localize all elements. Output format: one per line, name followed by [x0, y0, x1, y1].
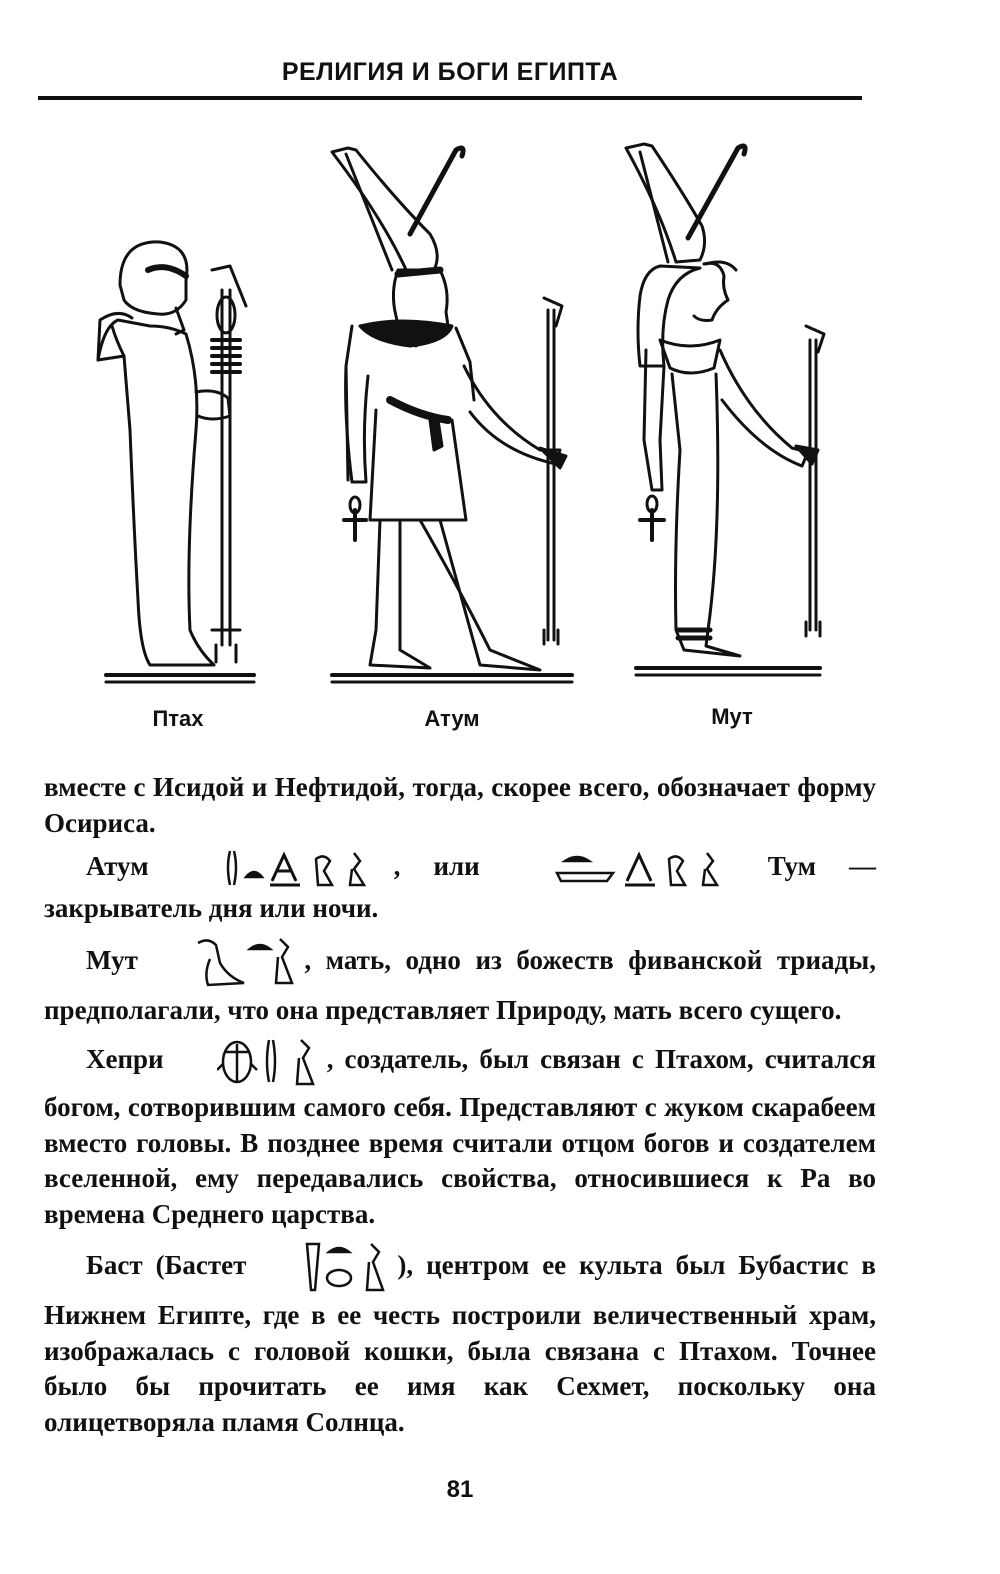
- term-mut: Мут: [86, 944, 138, 975]
- term-bast: Баст (Бастет: [86, 1250, 247, 1281]
- paragraph-atum: [44, 847, 876, 927]
- paragraph-osiris: вместе с Исидой и Нефтидой, тогда, скорее всего, обозначает форму Осириса.: [44, 772, 876, 838]
- paragraph-bast: [44, 1238, 876, 1440]
- body-text: [44, 770, 876, 1446]
- running-header: РЕЛИГИЯ И БОГИ ЕГИПТА: [281, 58, 619, 86]
- gods-illustration: [0, 130, 1000, 700]
- paragraph-khepri: [44, 1034, 876, 1232]
- caption-atum: Атум: [424, 706, 480, 731]
- mut-desc: , мать, одно из божеств фиванской триады, предполагали, что она представляет Природу, мать всего сущего.: [44, 944, 876, 1025]
- caption-mut: Мут: [711, 704, 753, 729]
- bast-desc: ), центром ее культа был Бубастис в Нижнем Египте, где в ее честь построили величественный храм, изображалась с головой кошки, была связана с Птахом. Точнее было бы прочитать ее имя как Сехмет, поскольку она олицетворяла пламя Солнца.: [44, 1250, 877, 1437]
- caption-ptah: Птах: [152, 706, 204, 731]
- mut-figure: [626, 144, 824, 675]
- ptah-figure: [98, 242, 254, 682]
- hieroglyphs-atum-icon: [182, 847, 394, 891]
- paragraph-mut: [44, 933, 876, 1029]
- hieroglyphs-bast-icon: [259, 1238, 397, 1298]
- term-atum: Атум: [86, 851, 149, 882]
- hieroglyphs-khepri-icon: [175, 1034, 327, 1090]
- term-khepri: Хепри: [86, 1044, 164, 1075]
- atum-or: , или: [393, 851, 480, 882]
- atum-tum-desc: Тум — закрыватель дня или ночи.: [44, 851, 877, 923]
- hieroglyphs-tum-icon: [513, 847, 735, 891]
- atum-figure: [332, 148, 572, 682]
- page-number: 81: [446, 1476, 474, 1503]
- hieroglyphs-mut-icon: [152, 933, 304, 993]
- khepri-desc: , создатель, был связан с Птахом, считался богом, сотворившим самого себя. Представляют с жуком скарабеем вместо головы. В позднее время считали отцом богов и создателем вселенной, ему передавались свойства, относившиеся к Ра во времена Среднего царства.: [44, 1044, 877, 1229]
- header-rule: [38, 96, 862, 100]
